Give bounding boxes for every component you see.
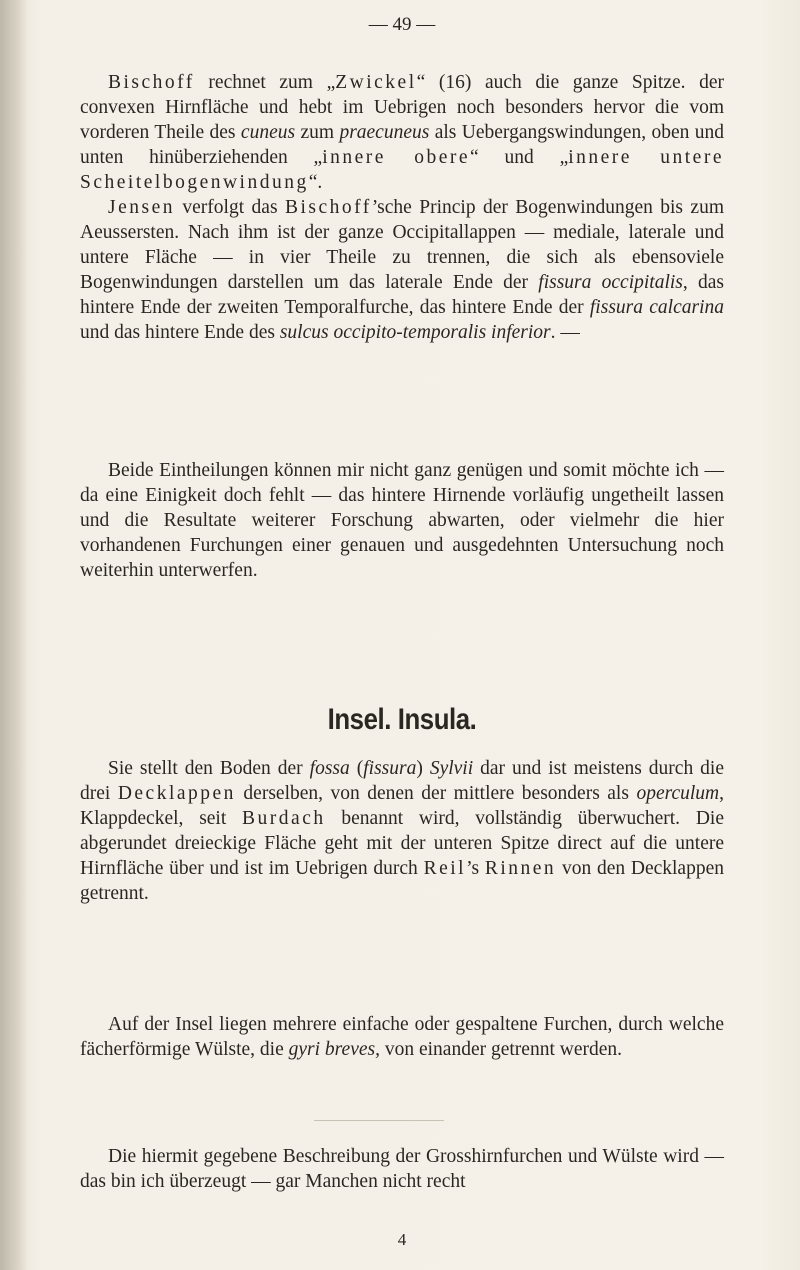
author-name: Reil <box>423 858 467 879</box>
text-run: “. <box>308 172 323 193</box>
text-run: ’sche Princip der Bogenwindungen bis zum Aeussersten. Nach ihm ist der ganze Occipitallappen — mediale, laterale und untere Fläche — in vier Theile zu trennen, die sich als ebensoviele Bogenwindungen darstellen um das laterale Ende der <box>80 197 724 293</box>
paragraph-gyri-breves <box>80 1012 724 1062</box>
text-run: und das hintere Ende des <box>80 322 280 343</box>
text-run: Sie stellt den Boden der <box>108 758 310 779</box>
text-run: Auf der Insel liegen mehrere einfache oder gespaltene Furchen, durch welche fächerförmige Wülste, die <box>80 1014 724 1060</box>
text-run: zum <box>295 122 340 143</box>
paragraph-conclusion: Beide Eintheilungen können mir nicht ganz genügen und somit möchte ich — da eine Einigkeit doch fehlt — das hintere Hirnende vorläufig ungetheilt lassen und die Resultate weiterer Forschung abwarten, oder vielmehr die hier vorhandenen Furchungen einer genauen und ausgedehnten Untersuchung noch weiterhin unterwerfen. <box>80 460 724 581</box>
paragraph-bischoff <box>80 70 724 195</box>
paragraph-bischoff-jensen <box>80 70 724 345</box>
spaced-term: Decklappen <box>117 783 236 804</box>
text-run: ( <box>349 758 364 779</box>
spaced-term: innere obere <box>322 147 471 168</box>
latin-term: sulcus occipito-temporalis inferior <box>279 322 551 343</box>
section-heading: Insel. Insula. <box>327 703 477 736</box>
paragraph-jensen <box>80 195 724 345</box>
latin-term: praecuneus <box>339 122 430 143</box>
text-run: dar und ist meistens durch die drei <box>80 758 724 804</box>
spaced-term: innere untere Scheitelbogenwindung <box>80 147 724 193</box>
text-run: benannt wird, vollständig überwuchert. Die abgerundet dreieckige Fläche geht mit der unteren Spitze direct auf die untere Hirnfläche über und ist im Uebrigen durch <box>80 808 724 879</box>
text-run: ’s <box>466 858 485 879</box>
latin-term: operculum <box>636 783 720 804</box>
text-run: von einander getrennt werden. <box>379 1039 623 1060</box>
signature-mark: 4 <box>397 1230 407 1249</box>
text-run: von den Decklappen getrennt. <box>80 858 724 904</box>
latin-term: Sylvii <box>429 758 474 779</box>
spaced-term: Zwickel <box>335 72 417 93</box>
page-number: — 49 — <box>368 14 436 35</box>
page-spine-shadow <box>0 0 28 1270</box>
latin-term: gyri breves, <box>288 1039 380 1060</box>
text-run: “ und „ <box>470 147 569 168</box>
text-run: “ (16) auch die ganze Spitze. der convexen Hirnfläche und hebt im Uebrigen noch besonders hervor die vom vorderen Theile des <box>80 72 724 143</box>
author-name: Bischoff <box>284 197 372 218</box>
text-run: rechnet zum „ <box>194 72 336 93</box>
latin-term: cuneus <box>240 122 296 143</box>
author-name: Jensen <box>108 197 175 218</box>
text-run: als Uebergangswindungen, oben und unten hinüberziehenden „ <box>80 122 725 168</box>
paragraph-closing: Die hiermit gegebene Beschreibung der Grosshirnfurchen und Wülste wird — das bin ich überzeugt — gar Manchen nicht recht <box>80 1146 724 1192</box>
paragraph-insula <box>80 756 724 906</box>
text-run: . — <box>550 322 580 343</box>
text-run: , das hintere Ende der zweiten Temporalfurche, das hintere Ende der <box>80 272 724 318</box>
text-run: , Klappdeckel, seit <box>80 783 724 829</box>
latin-term: fissura calcarina <box>589 297 724 318</box>
author-name: Bischoff <box>108 72 195 93</box>
latin-term: fissura occipitalis <box>538 272 683 293</box>
author-name: Burdach <box>242 808 326 829</box>
text-run: ) <box>416 758 430 779</box>
latin-term: fossa <box>309 758 350 779</box>
latin-term: fissura <box>363 758 417 779</box>
text-run: verfolgt das <box>175 197 285 218</box>
spaced-term: Rinnen <box>484 858 557 879</box>
print-smudge <box>314 1120 444 1122</box>
text-run: derselben, von denen der mittlere besonders als <box>235 783 637 804</box>
